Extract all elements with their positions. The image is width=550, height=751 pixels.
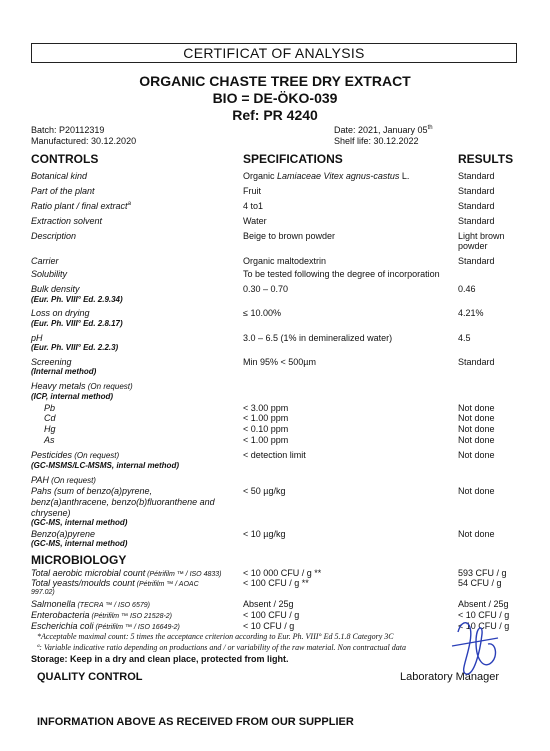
- loss-method: (Eur. Ph. VIII° Ed. 2.8.17): [31, 319, 123, 328]
- spec: Organic maltodextrin: [243, 256, 327, 266]
- spec: < 10 CFU / g: [243, 621, 295, 631]
- spec: 0.30 – 0.70: [243, 284, 289, 294]
- row-extraction-solvent: [0, 216, 550, 228]
- spec: Min 95% < 500µm: [243, 357, 316, 367]
- microbiology-header: MICROBIOLOGY: [31, 553, 127, 567]
- result: Standard: [458, 256, 495, 266]
- product-name: ORGANIC CHASTE TREE DRY EXTRACT: [139, 73, 411, 89]
- label: benz(a)anthracene, benzo(b)fluoranthene and: [31, 497, 215, 507]
- row-carrier: [0, 256, 550, 268]
- result: Not done: [458, 413, 495, 423]
- controls-header: CONTROLS: [31, 152, 99, 166]
- bulk-method: (Eur. Ph. VIII° Ed. 2.9.34): [31, 295, 123, 304]
- spec: < detection limit: [243, 450, 306, 460]
- batch-number: Batch: P20112319: [31, 125, 105, 135]
- result: 593 CFU / g: [458, 568, 507, 578]
- manufactured-date: Manufactured: 30.12.2020: [31, 136, 137, 146]
- row-yeasts-moulds: [0, 578, 550, 590]
- specifications-header: SPECIFICATIONS: [243, 152, 343, 166]
- spec: < 1.00 ppm: [243, 435, 289, 445]
- label: Hg: [44, 424, 56, 434]
- note-variable-ratio: ª: Variable indicative ratio depending on productions and / or variability of the raw material. Non contractual data: [37, 643, 406, 652]
- label: pH: [31, 333, 43, 343]
- row-as: [0, 435, 550, 447]
- label: Benzo(a)pyrene: [31, 529, 96, 539]
- result: Light brown: [458, 231, 505, 241]
- result: 4.5: [458, 333, 471, 343]
- result: Standard: [458, 186, 495, 196]
- spec: Fruit: [243, 186, 261, 196]
- heavy-method: (ICP, internal method): [31, 392, 114, 401]
- spec: < 3.00 ppm: [243, 403, 289, 413]
- pesticides-method: (GC-MSMS/LC-MSMS, internal method): [31, 461, 179, 470]
- spec: < 0.10 ppm: [243, 424, 289, 434]
- supplier-info-note: INFORMATION ABOVE AS RECEIVED FROM OUR SUPPLIER: [37, 716, 354, 728]
- spec: < 10 µg/kg: [243, 529, 286, 539]
- result-cont: powder: [458, 241, 488, 251]
- label: Description: [31, 231, 77, 241]
- label: Pesticides (On request): [31, 450, 120, 460]
- spec: Beige to brown powder: [243, 231, 336, 241]
- result: Standard: [458, 171, 495, 181]
- result: Not done: [458, 403, 495, 413]
- spec: < 100 CFU / g: [243, 610, 300, 620]
- label: Total yeasts/moulds count (Pétrifilm ™ / AOAC: [31, 578, 199, 588]
- laboratory-manager-label: Laboratory Manager: [400, 671, 500, 683]
- storage-note: Storage: Keep in a dry and clean place, protected from light.: [31, 654, 289, 664]
- label: Screening: [31, 357, 72, 367]
- label: chrysene): [31, 508, 71, 518]
- label: Solubility: [31, 269, 68, 279]
- row-solubility: [0, 269, 550, 281]
- label: Total aerobic microbial count (Pétrifilm ™ / ISO 4833): [31, 568, 222, 578]
- result: 4.21%: [458, 308, 484, 318]
- spec: Water: [243, 216, 267, 226]
- result: Not done: [458, 424, 495, 434]
- screening-method: (Internal method): [31, 367, 97, 376]
- row-description: [0, 231, 550, 251]
- result: < 10 CFU / g: [458, 621, 510, 631]
- certificate-title: CERTIFICAT OF ANALYSIS: [31, 43, 517, 63]
- label: Pb: [44, 403, 56, 413]
- label: Escherichia coli (Pétrifilm ™ / ISO 16649-2): [31, 621, 180, 631]
- bio-code: BIO = DE-ÖKO-039: [212, 90, 338, 106]
- result: Standard: [458, 216, 495, 226]
- label: Loss on drying: [31, 308, 90, 318]
- reference: Ref: PR 4240: [232, 107, 318, 123]
- result: Not done: [458, 450, 495, 460]
- row-part-of-plant: [0, 186, 550, 198]
- spec: 4 to1: [243, 201, 264, 211]
- label: Carrier: [31, 256, 59, 266]
- label: Heavy metals (On request): [31, 381, 133, 391]
- row-botanical-kind: [0, 171, 550, 183]
- label: Ratio plant / final extract$^a$: [31, 201, 131, 211]
- result: 54 CFU / g: [458, 578, 502, 588]
- results-header: RESULTS: [458, 152, 514, 166]
- spec: Absent / 25g: [243, 599, 294, 609]
- result: Standard: [458, 201, 495, 211]
- spec: < 50 µg/kg: [243, 486, 286, 496]
- result: Standard: [458, 357, 495, 367]
- label: As: [44, 435, 55, 445]
- label: Enterobacteria (Pétrifilm ™ ISO 21528-2): [31, 610, 173, 620]
- result: Not done: [458, 435, 495, 445]
- spec: < 100 CFU / g **: [243, 578, 309, 588]
- pahs-method: (GC-MS, internal method): [31, 518, 128, 527]
- label: Extraction solvent: [31, 216, 103, 226]
- label: Bulk density: [31, 284, 80, 294]
- label: Salmonella (TECRA ™ / ISO 6579): [31, 599, 150, 609]
- spec: < 1.00 ppm: [243, 413, 289, 423]
- spec: Organic Lamiaceae Vitex agnus-castus L.: [243, 171, 410, 181]
- spec: 3.0 – 6.5 (1% in demineralized water): [243, 333, 393, 343]
- result: Not done: [458, 529, 495, 539]
- shelf-life: Shelf life: 30.12.2022: [334, 136, 419, 146]
- label: Cd: [44, 413, 56, 423]
- quality-control-label: QUALITY CONTROL: [37, 671, 143, 683]
- label: PAH (On request): [31, 475, 96, 485]
- row-ratio: [0, 201, 550, 213]
- spec: ≤ 10.00%: [243, 308, 281, 318]
- benzo-method: (GC-MS, internal method): [31, 539, 128, 548]
- label: Botanical kind: [31, 171, 88, 181]
- result: Not done: [458, 486, 495, 496]
- result: Absent / 25g: [458, 599, 509, 609]
- result: < 10 CFU / g: [458, 610, 510, 620]
- signature: [440, 612, 510, 682]
- spec: < 10 000 CFU / g **: [243, 568, 322, 578]
- note-acceptable-count: *Acceptable maximal count: 5 times the acceptance criterion according to Eur. Ph. VIII° Ed 5.1.8 Category 3C: [37, 632, 394, 641]
- issue-date: Date: 2021, January 05th: [334, 125, 433, 135]
- ph-method: (Eur. Ph. VIII° Ed. 2.2.3): [31, 343, 119, 352]
- label: Part of the plant: [31, 186, 95, 196]
- spec: To be tested following the degree of incorporation: [243, 269, 440, 279]
- yeasts-method-cont: 997.02): [31, 589, 55, 596]
- label: Pahs (sum of benzo(a)pyrene,: [31, 486, 153, 496]
- result: 0.46: [458, 284, 476, 294]
